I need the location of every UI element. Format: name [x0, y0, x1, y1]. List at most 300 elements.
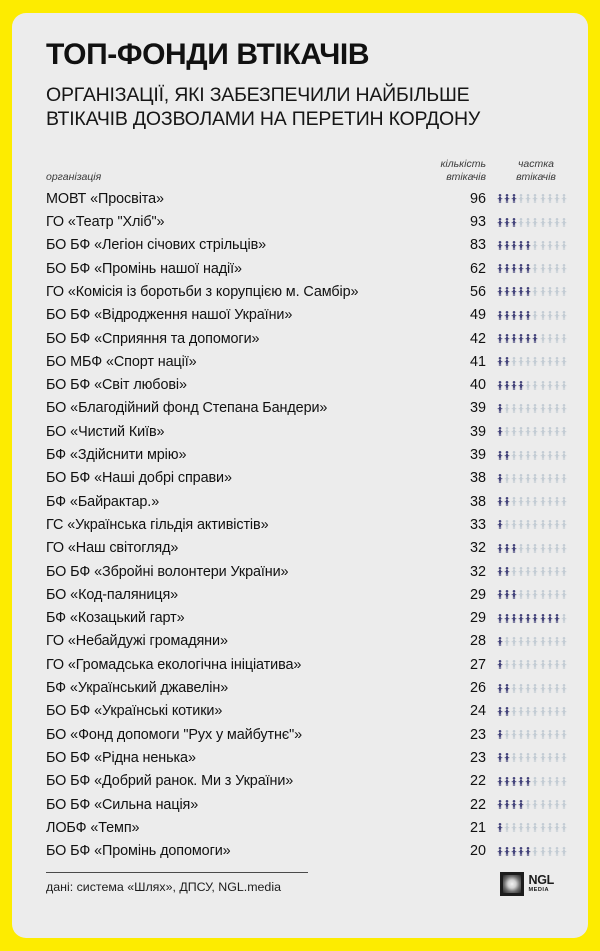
footer-divider	[46, 872, 308, 873]
person-icon	[540, 660, 546, 669]
person-icon	[540, 847, 546, 856]
table-row	[46, 304, 578, 327]
table-row	[46, 257, 578, 280]
person-icon	[547, 800, 553, 809]
organization-name: ГО «Громадська екологічна ініціатива»	[46, 656, 302, 673]
escapee-count: 21	[469, 819, 486, 836]
person-icon	[532, 311, 538, 320]
person-icon	[504, 404, 510, 413]
person-icon	[518, 334, 524, 343]
person-icon-group	[494, 194, 578, 203]
person-icon	[547, 264, 553, 273]
person-icon	[497, 660, 503, 669]
person-icon	[547, 777, 553, 786]
person-icon-group	[494, 590, 578, 599]
person-icon	[497, 753, 503, 762]
escapee-count: 22	[469, 796, 486, 813]
person-icon	[532, 357, 538, 366]
person-icon-group	[494, 427, 578, 436]
escapee-count: 32	[469, 563, 486, 580]
person-icon	[504, 241, 510, 250]
person-icon	[525, 451, 531, 460]
person-icon	[518, 427, 524, 436]
infographic-card	[12, 13, 588, 938]
share-pictogram	[494, 676, 578, 699]
person-icon	[525, 334, 531, 343]
column-header-share-line-1: частка	[517, 158, 555, 171]
person-icon	[511, 567, 517, 576]
person-icon	[518, 777, 524, 786]
person-icon	[540, 427, 546, 436]
person-icon	[511, 777, 517, 786]
person-icon	[518, 451, 524, 460]
table-row	[46, 513, 578, 536]
person-icon	[547, 567, 553, 576]
person-icon	[547, 334, 553, 343]
person-icon	[525, 404, 531, 413]
table-header	[46, 158, 578, 187]
escapee-count: 23	[469, 749, 486, 766]
share-pictogram	[494, 257, 578, 280]
organization-name: БО БФ «Сприяння та допомоги»	[46, 330, 260, 347]
organization-name: МОВТ «Просвіта»	[46, 190, 164, 207]
person-icon	[511, 334, 517, 343]
share-pictogram	[494, 839, 578, 862]
table-row	[46, 397, 578, 420]
person-icon	[532, 660, 538, 669]
person-icon	[525, 614, 531, 623]
organization-name: БО «Фонд допомоги "Рух у майбутнє"»	[46, 726, 302, 743]
person-icon	[504, 730, 510, 739]
person-icon	[561, 404, 567, 413]
table-row	[46, 653, 578, 676]
organization-name: БФ «Козацький гарт»	[46, 610, 185, 627]
organization-name: БФ «Байрактар.»	[46, 493, 160, 510]
person-icon	[504, 614, 510, 623]
ngl-media-logo	[500, 872, 555, 896]
escapee-count: 29	[469, 586, 486, 603]
person-icon	[561, 823, 567, 832]
person-icon	[561, 334, 567, 343]
person-icon	[525, 311, 531, 320]
person-icon	[554, 334, 560, 343]
person-icon-group	[494, 311, 578, 320]
organization-name: БО «Благодійний фонд Степана Бандери»	[46, 400, 328, 417]
share-pictogram	[494, 607, 578, 630]
column-header-organization-label: організація	[46, 170, 102, 183]
person-icon	[547, 194, 553, 203]
person-icon	[540, 194, 546, 203]
footer	[46, 872, 554, 916]
person-icon	[511, 730, 517, 739]
person-icon	[504, 381, 510, 390]
person-icon	[518, 707, 524, 716]
person-icon	[518, 800, 524, 809]
escapee-count: 39	[469, 447, 486, 464]
person-icon	[511, 823, 517, 832]
share-pictogram	[494, 397, 578, 420]
person-icon	[525, 590, 531, 599]
escapee-count: 40	[469, 377, 486, 394]
person-icon	[532, 334, 538, 343]
person-icon-group	[494, 241, 578, 250]
person-icon	[504, 823, 510, 832]
person-icon	[532, 520, 538, 529]
table-row	[46, 793, 578, 816]
person-icon-group	[494, 474, 578, 483]
organization-name: БО БФ «Сильна нація»	[46, 796, 199, 813]
share-pictogram	[494, 653, 578, 676]
person-icon	[518, 241, 524, 250]
person-icon	[554, 427, 560, 436]
person-icon	[532, 287, 538, 296]
person-icon	[532, 777, 538, 786]
person-icon	[511, 847, 517, 856]
escapee-count: 28	[469, 633, 486, 650]
person-icon	[497, 707, 503, 716]
person-icon	[497, 777, 503, 786]
person-icon	[540, 404, 546, 413]
logo-name: NGL	[528, 873, 554, 888]
person-icon	[561, 497, 567, 506]
organization-name: БО БФ «Добрий ранок. Ми з України»	[46, 773, 294, 790]
person-icon	[561, 264, 567, 273]
share-pictogram	[494, 467, 578, 490]
person-icon	[504, 590, 510, 599]
escapee-count: 39	[469, 400, 486, 417]
organization-name: БО БФ «Відродження нашої України»	[46, 307, 293, 324]
person-icon-group	[494, 497, 578, 506]
person-icon	[540, 777, 546, 786]
person-icon	[504, 427, 510, 436]
share-pictogram	[494, 443, 578, 466]
person-icon	[497, 590, 503, 599]
person-icon	[497, 381, 503, 390]
person-icon	[547, 847, 553, 856]
person-icon	[525, 381, 531, 390]
person-icon	[525, 753, 531, 762]
person-icon	[540, 637, 546, 646]
person-icon	[540, 474, 546, 483]
person-icon-group	[494, 753, 578, 762]
share-pictogram	[494, 210, 578, 233]
person-icon	[497, 684, 503, 693]
person-icon	[504, 520, 510, 529]
person-icon	[511, 520, 517, 529]
person-icon	[511, 684, 517, 693]
person-icon	[525, 823, 531, 832]
person-icon-group	[494, 520, 578, 529]
person-icon	[561, 800, 567, 809]
share-pictogram	[494, 746, 578, 769]
person-icon	[540, 218, 546, 227]
logo-mark-icon	[500, 872, 524, 896]
person-icon	[518, 311, 524, 320]
person-icon	[547, 684, 553, 693]
person-icon	[532, 823, 538, 832]
table-row	[46, 327, 578, 350]
person-icon	[532, 194, 538, 203]
person-icon	[532, 264, 538, 273]
person-icon	[532, 614, 538, 623]
logo-subtitle: MEDIA	[528, 886, 550, 893]
person-icon	[525, 660, 531, 669]
person-icon	[554, 590, 560, 599]
person-icon	[540, 684, 546, 693]
table-row	[46, 583, 578, 606]
person-icon	[547, 753, 553, 762]
person-icon	[497, 357, 503, 366]
person-icon	[561, 241, 567, 250]
person-icon	[497, 847, 503, 856]
share-pictogram	[494, 793, 578, 816]
column-header-share	[494, 158, 578, 187]
person-icon	[497, 427, 503, 436]
person-icon	[547, 218, 553, 227]
person-icon	[554, 474, 560, 483]
person-icon	[504, 800, 510, 809]
table-row	[46, 839, 578, 862]
person-icon-group	[494, 381, 578, 390]
person-icon	[554, 707, 560, 716]
organization-name: БО БФ «Промінь нашої надії»	[46, 260, 242, 277]
person-icon	[554, 614, 560, 623]
share-pictogram	[494, 187, 578, 210]
person-icon	[511, 357, 517, 366]
person-icon	[547, 544, 553, 553]
person-icon	[511, 404, 517, 413]
organization-name: БО БФ «Наші добрі справи»	[46, 470, 232, 487]
logo-wordmark	[529, 874, 555, 893]
person-icon	[518, 357, 524, 366]
person-icon	[547, 241, 553, 250]
escapee-count: 27	[469, 656, 486, 673]
person-icon	[504, 637, 510, 646]
share-pictogram	[494, 723, 578, 746]
person-icon	[511, 497, 517, 506]
organization-name: БО МБФ «Спорт нації»	[46, 353, 197, 370]
person-icon	[561, 381, 567, 390]
person-icon	[561, 567, 567, 576]
person-icon	[547, 474, 553, 483]
person-icon	[554, 544, 560, 553]
person-icon	[518, 567, 524, 576]
escapee-count: 23	[469, 726, 486, 743]
person-icon	[561, 427, 567, 436]
organization-name: БО БФ «Українські котики»	[46, 703, 223, 720]
person-icon	[525, 800, 531, 809]
share-pictogram	[494, 420, 578, 443]
person-icon-group	[494, 730, 578, 739]
source-note: дані: система «Шлях», ДПСУ, NGL.media	[46, 880, 281, 894]
escapee-count: 38	[469, 470, 486, 487]
escapee-count: 22	[469, 773, 486, 790]
person-icon	[497, 730, 503, 739]
share-pictogram	[494, 374, 578, 397]
person-icon	[504, 753, 510, 762]
person-icon	[525, 474, 531, 483]
person-icon	[532, 730, 538, 739]
person-icon-group	[494, 451, 578, 460]
person-icon	[504, 264, 510, 273]
person-icon	[504, 660, 510, 669]
person-icon	[554, 730, 560, 739]
person-icon	[497, 241, 503, 250]
organization-name: БО БФ «Промінь допомоги»	[46, 843, 231, 860]
person-icon	[547, 287, 553, 296]
page-subtitle-line-2: ВТІКАЧІВ ДОЗВОЛАМИ НА ПЕРЕТИН КОРДОНУ	[46, 108, 481, 131]
person-icon	[532, 544, 538, 553]
share-pictogram	[494, 560, 578, 583]
person-icon	[525, 264, 531, 273]
organization-name: БО БФ «Світ любові»	[46, 377, 187, 394]
person-icon	[511, 311, 517, 320]
person-icon	[540, 823, 546, 832]
person-icon	[554, 823, 560, 832]
table-row	[46, 234, 578, 257]
share-pictogram	[494, 700, 578, 723]
person-icon	[561, 590, 567, 599]
person-icon	[532, 404, 538, 413]
person-icon	[518, 684, 524, 693]
person-icon	[561, 707, 567, 716]
column-header-count	[434, 158, 494, 187]
person-icon	[497, 218, 503, 227]
person-icon	[532, 684, 538, 693]
person-icon	[547, 357, 553, 366]
person-icon	[497, 474, 503, 483]
organization-name: БО «Код-паляниця»	[46, 586, 179, 603]
person-icon	[518, 637, 524, 646]
person-icon	[561, 544, 567, 553]
share-pictogram	[494, 234, 578, 257]
person-icon	[525, 847, 531, 856]
escapee-count: 83	[469, 237, 486, 254]
person-icon	[540, 357, 546, 366]
person-icon-group	[494, 777, 578, 786]
person-icon	[561, 847, 567, 856]
table-body	[46, 187, 578, 863]
person-icon	[518, 264, 524, 273]
person-icon	[554, 357, 560, 366]
column-header-organization	[46, 158, 434, 187]
person-icon	[511, 241, 517, 250]
person-icon	[497, 637, 503, 646]
person-icon	[525, 218, 531, 227]
table-row	[46, 630, 578, 653]
person-icon	[518, 823, 524, 832]
person-icon	[547, 381, 553, 390]
person-icon	[511, 707, 517, 716]
person-icon	[511, 614, 517, 623]
person-icon	[547, 730, 553, 739]
organization-name: БФ «Здійснити мрію»	[46, 447, 187, 464]
organization-name: БО БФ «Рідна ненька»	[46, 749, 196, 766]
organization-name: ГО «Театр "Хліб"»	[46, 214, 165, 231]
column-header-count-line-1: кількість	[440, 158, 486, 171]
person-icon	[504, 847, 510, 856]
person-icon	[532, 218, 538, 227]
person-icon	[497, 287, 503, 296]
person-icon	[525, 497, 531, 506]
person-icon	[532, 381, 538, 390]
person-icon	[518, 474, 524, 483]
person-icon	[532, 497, 538, 506]
person-icon	[554, 660, 560, 669]
person-icon	[518, 287, 524, 296]
person-icon	[504, 544, 510, 553]
table-row	[46, 280, 578, 303]
person-icon	[561, 637, 567, 646]
person-icon	[561, 194, 567, 203]
person-icon	[561, 753, 567, 762]
person-icon	[554, 637, 560, 646]
table-row	[46, 374, 578, 397]
column-header-share-line-2: втікачів	[516, 170, 556, 183]
person-icon	[554, 311, 560, 320]
person-icon	[497, 823, 503, 832]
person-icon	[497, 334, 503, 343]
table-header-row	[46, 158, 578, 187]
person-icon	[540, 707, 546, 716]
share-pictogram	[494, 583, 578, 606]
person-icon	[540, 730, 546, 739]
person-icon	[554, 567, 560, 576]
funds-table	[46, 158, 578, 862]
person-icon	[511, 474, 517, 483]
table-row	[46, 560, 578, 583]
person-icon	[497, 311, 503, 320]
escapee-count: 20	[469, 843, 486, 860]
person-icon	[497, 800, 503, 809]
person-icon	[497, 404, 503, 413]
person-icon	[504, 497, 510, 506]
share-pictogram	[494, 537, 578, 560]
person-icon	[554, 218, 560, 227]
person-icon	[525, 637, 531, 646]
escapee-count: 39	[469, 423, 486, 440]
person-icon	[525, 427, 531, 436]
person-icon-group	[494, 264, 578, 273]
person-icon	[504, 777, 510, 786]
person-icon	[532, 753, 538, 762]
person-icon	[504, 357, 510, 366]
person-icon	[554, 194, 560, 203]
person-icon	[547, 311, 553, 320]
escapee-count: 56	[469, 283, 486, 300]
organization-name: ГО «Комісія із боротьби з корупцією м. Самбір»	[46, 283, 359, 300]
person-icon	[532, 241, 538, 250]
person-icon	[561, 474, 567, 483]
column-header-count-line-2: втікачів	[446, 170, 486, 183]
person-icon	[554, 241, 560, 250]
share-pictogram	[494, 350, 578, 373]
person-icon	[525, 567, 531, 576]
person-icon	[561, 684, 567, 693]
person-icon	[511, 451, 517, 460]
person-icon	[547, 427, 553, 436]
escapee-count: 49	[469, 307, 486, 324]
person-icon	[561, 660, 567, 669]
person-icon-group	[494, 800, 578, 809]
person-icon-group	[494, 637, 578, 646]
person-icon	[561, 287, 567, 296]
person-icon	[540, 753, 546, 762]
person-icon	[554, 777, 560, 786]
person-icon	[518, 194, 524, 203]
person-icon	[561, 357, 567, 366]
escapee-count: 96	[469, 190, 486, 207]
